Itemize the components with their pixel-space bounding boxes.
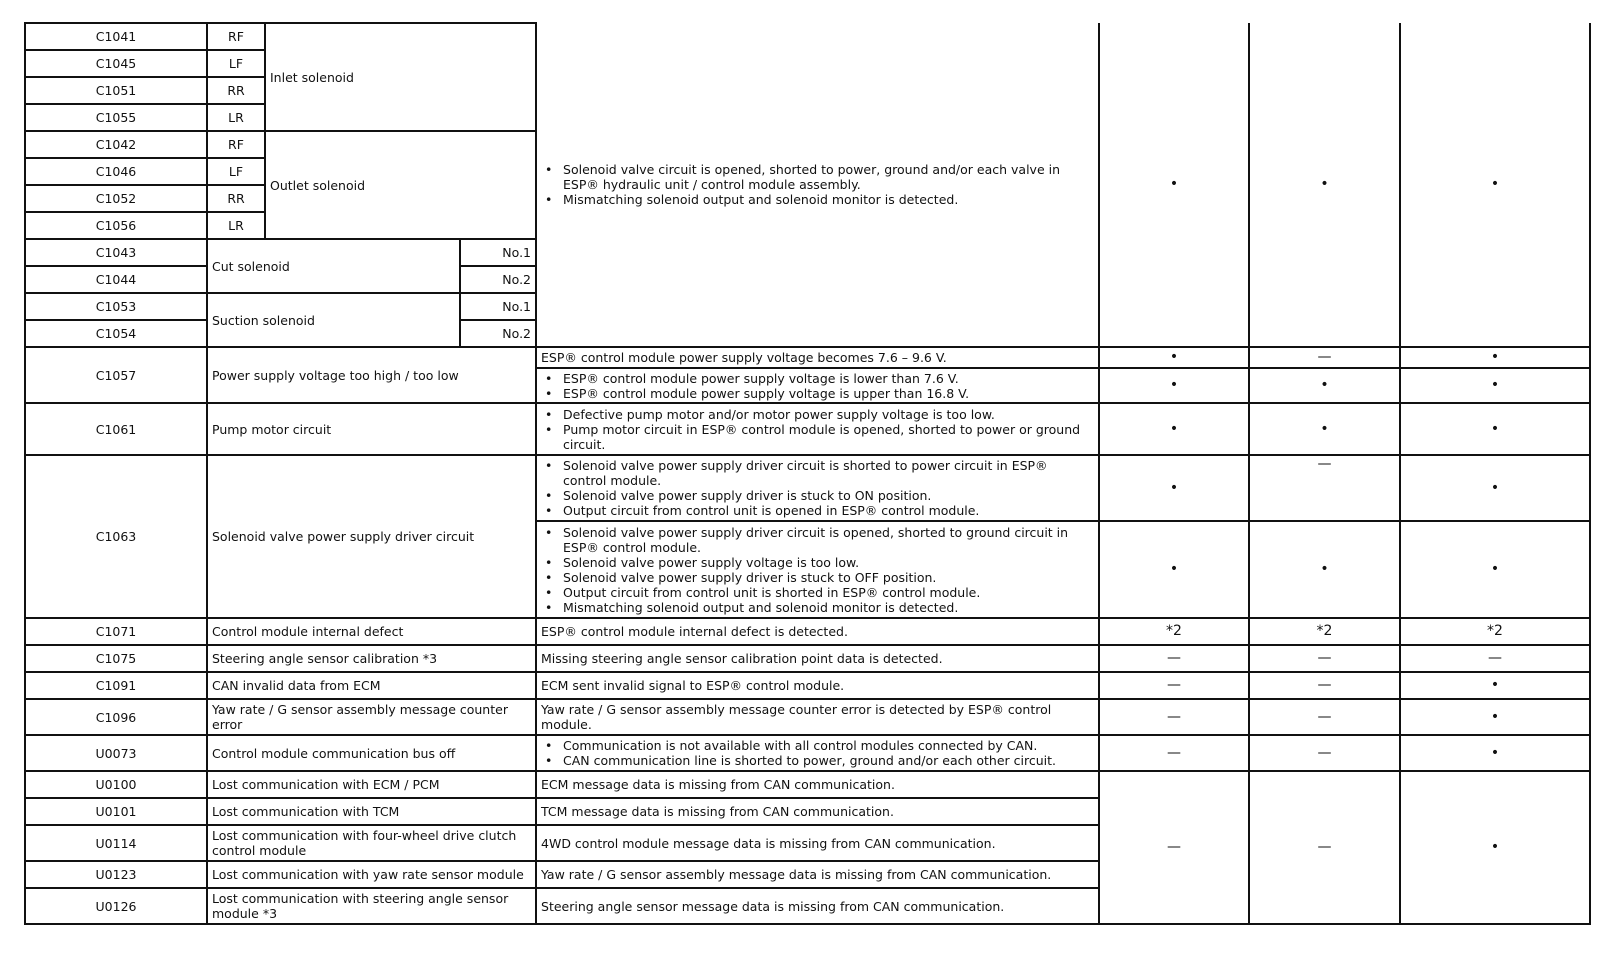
dtc-table	[24, 22, 1591, 925]
status-mark: •	[1249, 521, 1400, 618]
status-mark: •	[1400, 699, 1590, 735]
table-row	[25, 672, 1590, 699]
component: Outlet solenoid	[265, 131, 536, 239]
dtc-code: C1053	[25, 293, 207, 320]
status-mark: •	[1099, 455, 1249, 521]
component: Cut solenoid	[207, 239, 460, 293]
dtc-code: C1063	[25, 455, 207, 618]
list-item: • Mismatching solenoid output and solenoid monitor is detected.	[563, 192, 1094, 207]
number-label: No.1	[460, 293, 536, 320]
dtc-code: C1041	[25, 23, 207, 50]
status-mark: —	[1099, 672, 1249, 699]
position: LR	[207, 104, 265, 131]
condition: ESP® control module power supply voltage becomes 7.6 – 9.6 V.	[536, 347, 1099, 368]
condition-list	[541, 738, 1094, 768]
component: CAN invalid data from ECM	[207, 672, 536, 699]
number-label: No.2	[460, 266, 536, 293]
dtc-code: U0114	[25, 825, 207, 861]
component: Control module internal defect	[207, 618, 536, 645]
status-mark: •	[1249, 403, 1400, 455]
dtc-code: C1056	[25, 212, 207, 239]
dtc-code: U0126	[25, 888, 207, 924]
component: Suction solenoid	[207, 293, 460, 347]
table-row	[25, 403, 1590, 455]
condition-list	[541, 162, 1094, 207]
component: Lost communication with TCM	[207, 798, 536, 825]
condition: ESP® control module internal defect is detected.	[536, 618, 1099, 645]
condition	[536, 368, 1099, 403]
position: LF	[207, 50, 265, 77]
condition: Yaw rate / G sensor assembly message data is missing from CAN communication.	[536, 861, 1099, 888]
position: LF	[207, 158, 265, 185]
status-mark: •	[1099, 368, 1249, 403]
number-label: No.1	[460, 239, 536, 266]
dtc-code: C1061	[25, 403, 207, 455]
status-mark: —	[1099, 645, 1249, 672]
dtc-code: C1096	[25, 699, 207, 735]
dtc-code: U0100	[25, 771, 207, 798]
status-mark: —	[1249, 672, 1400, 699]
status-mark: •	[1099, 347, 1249, 368]
dtc-code: C1054	[25, 320, 207, 347]
status-mark: —	[1099, 699, 1249, 735]
table-row	[25, 699, 1590, 735]
component: Power supply voltage too high / too low	[207, 347, 536, 403]
condition	[536, 455, 1099, 521]
component: Control module communication bus off	[207, 735, 536, 771]
status-mark: *2	[1249, 618, 1400, 645]
status-mark: —	[1099, 771, 1249, 924]
status-mark: —	[1099, 735, 1249, 771]
table-row	[25, 618, 1590, 645]
list-item: • Communication is not available with all control modules connected by CAN.	[563, 738, 1094, 753]
status-mark: *2	[1099, 618, 1249, 645]
status-mark: •	[1249, 368, 1400, 403]
status-mark: •	[1400, 347, 1590, 368]
condition: TCM message data is missing from CAN communication.	[536, 798, 1099, 825]
dtc-code: C1042	[25, 131, 207, 158]
condition	[536, 403, 1099, 455]
number-label: No.2	[460, 320, 536, 347]
list-item: • ESP® control module power supply voltage is upper than 16.8 V.	[563, 386, 1094, 401]
condition: Missing steering angle sensor calibration point data is detected.	[536, 645, 1099, 672]
status-mark: —	[1249, 699, 1400, 735]
condition	[536, 735, 1099, 771]
dtc-code: C1046	[25, 158, 207, 185]
position: RR	[207, 77, 265, 104]
position: RF	[207, 131, 265, 158]
dtc-code: U0123	[25, 861, 207, 888]
condition	[536, 521, 1099, 618]
list-item: • Pump motor circuit in ESP® control module is opened, shorted to power or ground circuit.	[563, 422, 1094, 452]
condition-list	[541, 458, 1094, 518]
condition: 4WD control module message data is missing from CAN communication.	[536, 825, 1099, 861]
component: Steering angle sensor calibration *3	[207, 645, 536, 672]
status-mark: —	[1249, 645, 1400, 672]
dtc-code: C1051	[25, 77, 207, 104]
table-row	[25, 455, 1590, 521]
status-mark: —	[1249, 455, 1400, 521]
component: Lost communication with steering angle sensor module *3	[207, 888, 536, 924]
status-mark: •	[1400, 672, 1590, 699]
status-mark: •	[1400, 735, 1590, 771]
status-mark: —	[1249, 771, 1400, 924]
list-item: • Mismatching solenoid output and solenoid monitor is detected.	[563, 600, 1094, 615]
dtc-code: C1055	[25, 104, 207, 131]
status-mark: •	[1099, 521, 1249, 618]
table-row	[25, 23, 1590, 50]
position: RR	[207, 185, 265, 212]
status-mark: •	[1099, 23, 1249, 347]
list-item: • Solenoid valve power supply driver circuit is opened, shorted to ground circuit in ESP® control module.	[563, 525, 1094, 555]
list-item: • Solenoid valve power supply driver circuit is shorted to power circuit in ESP® control module.	[563, 458, 1094, 488]
status-mark: •	[1400, 771, 1590, 924]
component: Lost communication with yaw rate sensor module	[207, 861, 536, 888]
condition: Yaw rate / G sensor assembly message counter error is detected by ESP® control module.	[536, 699, 1099, 735]
status-mark: •	[1400, 368, 1590, 403]
dtc-code: C1044	[25, 266, 207, 293]
condition-list	[541, 407, 1094, 452]
status-mark: •	[1400, 455, 1590, 521]
condition-list	[541, 371, 1094, 401]
list-item: • Solenoid valve power supply voltage is too low.	[563, 555, 1094, 570]
status-mark: —	[1400, 645, 1590, 672]
list-item: • Defective pump motor and/or motor power supply voltage is too low.	[563, 407, 1094, 422]
status-mark: —	[1249, 735, 1400, 771]
condition: ECM message data is missing from CAN communication.	[536, 771, 1099, 798]
status-mark: *2	[1400, 618, 1590, 645]
status-mark: —	[1249, 347, 1400, 368]
dtc-code: C1091	[25, 672, 207, 699]
list-item: • Output circuit from control unit is opened in ESP® control module.	[563, 503, 1094, 518]
component: Lost communication with ECM / PCM	[207, 771, 536, 798]
status-mark: •	[1400, 403, 1590, 455]
status-mark: •	[1099, 403, 1249, 455]
component: Lost communication with four-wheel drive clutch control module	[207, 825, 536, 861]
table-row	[25, 735, 1590, 771]
dtc-code: U0073	[25, 735, 207, 771]
list-item: • Solenoid valve power supply driver is stuck to OFF position.	[563, 570, 1094, 585]
list-item: • Solenoid valve circuit is opened, shorted to power, ground and/or each valve in ESP® hydraulic unit / control module assembly.	[563, 162, 1094, 192]
component: Yaw rate / G sensor assembly message counter error	[207, 699, 536, 735]
list-item: • ESP® control module power supply voltage is lower than 7.6 V.	[563, 371, 1094, 386]
condition: ECM sent invalid signal to ESP® control module.	[536, 672, 1099, 699]
condition: Steering angle sensor message data is missing from CAN communication.	[536, 888, 1099, 924]
list-item: • Solenoid valve power supply driver is stuck to ON position.	[563, 488, 1094, 503]
dtc-code: C1043	[25, 239, 207, 266]
status-mark: •	[1400, 521, 1590, 618]
component: Pump motor circuit	[207, 403, 536, 455]
table-row	[25, 771, 1590, 798]
position: RF	[207, 23, 265, 50]
component: Solenoid valve power supply driver circuit	[207, 455, 536, 618]
table-row	[25, 645, 1590, 672]
dtc-code: C1071	[25, 618, 207, 645]
dtc-code: U0101	[25, 798, 207, 825]
position: LR	[207, 212, 265, 239]
dtc-code: C1075	[25, 645, 207, 672]
component: Inlet solenoid	[265, 23, 536, 131]
list-item: • CAN communication line is shorted to power, ground and/or each other circuit.	[563, 753, 1094, 768]
list-item: • Output circuit from control unit is shorted in ESP® control module.	[563, 585, 1094, 600]
status-mark: •	[1400, 23, 1590, 347]
dtc-code: C1045	[25, 50, 207, 77]
table-row	[25, 347, 1590, 368]
status-mark: •	[1249, 23, 1400, 347]
condition-list	[541, 525, 1094, 615]
dtc-code: C1052	[25, 185, 207, 212]
condition	[536, 23, 1099, 347]
dtc-code: C1057	[25, 347, 207, 403]
